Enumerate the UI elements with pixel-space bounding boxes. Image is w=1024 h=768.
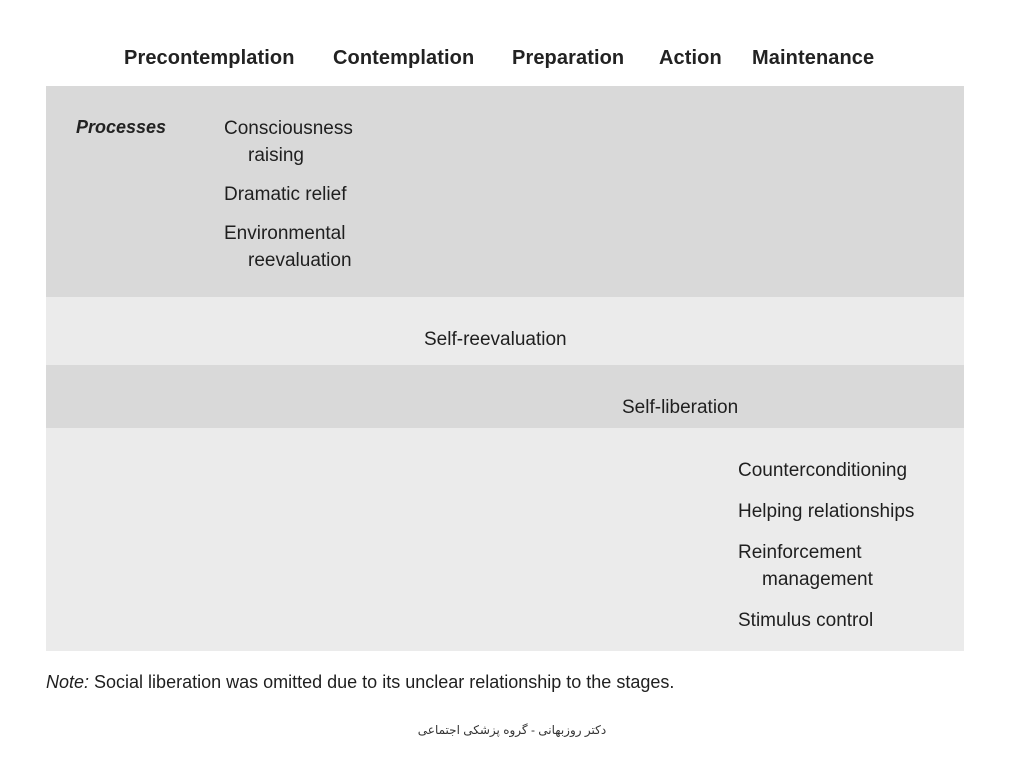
stage-precontemplation: Precontemplation [124,47,295,69]
process-reinforcement-management: Reinforcement management [738,542,873,590]
band-self-liberation [46,365,964,428]
process-counterconditioning: Counterconditioning [738,460,908,481]
process-stimulus-control: Stimulus control [738,610,874,631]
late-process-list [738,457,914,648]
process-consciousness-raising: Consciousness raising [224,118,353,166]
process-self-liberation: Self-liberation [622,397,739,418]
stage-contemplation: Contemplation [333,47,475,69]
process-self-reevaluation: Self-reevaluation [424,329,567,350]
footnote [46,672,674,693]
processes-label: Processes [76,117,167,137]
process-dramatic-relief: Dramatic relief [224,184,347,205]
band-early-processes [46,86,964,297]
stage-action: Action [659,47,722,69]
slide-footer: دکتر روزبهانی - گروه پزشکی اجتماعی [417,723,607,737]
process-environmental-reevaluation: Environmental reevaluation [224,223,352,271]
stage-preparation: Preparation [512,47,625,69]
note-label: Note: [46,672,90,692]
stage-maintenance: Maintenance [752,47,875,69]
process-helping-relationships: Helping relationships [738,501,915,522]
early-process-list [224,115,353,286]
note-text: Social liberation was omitted due to its unclear relationship to the stages. [89,672,675,692]
